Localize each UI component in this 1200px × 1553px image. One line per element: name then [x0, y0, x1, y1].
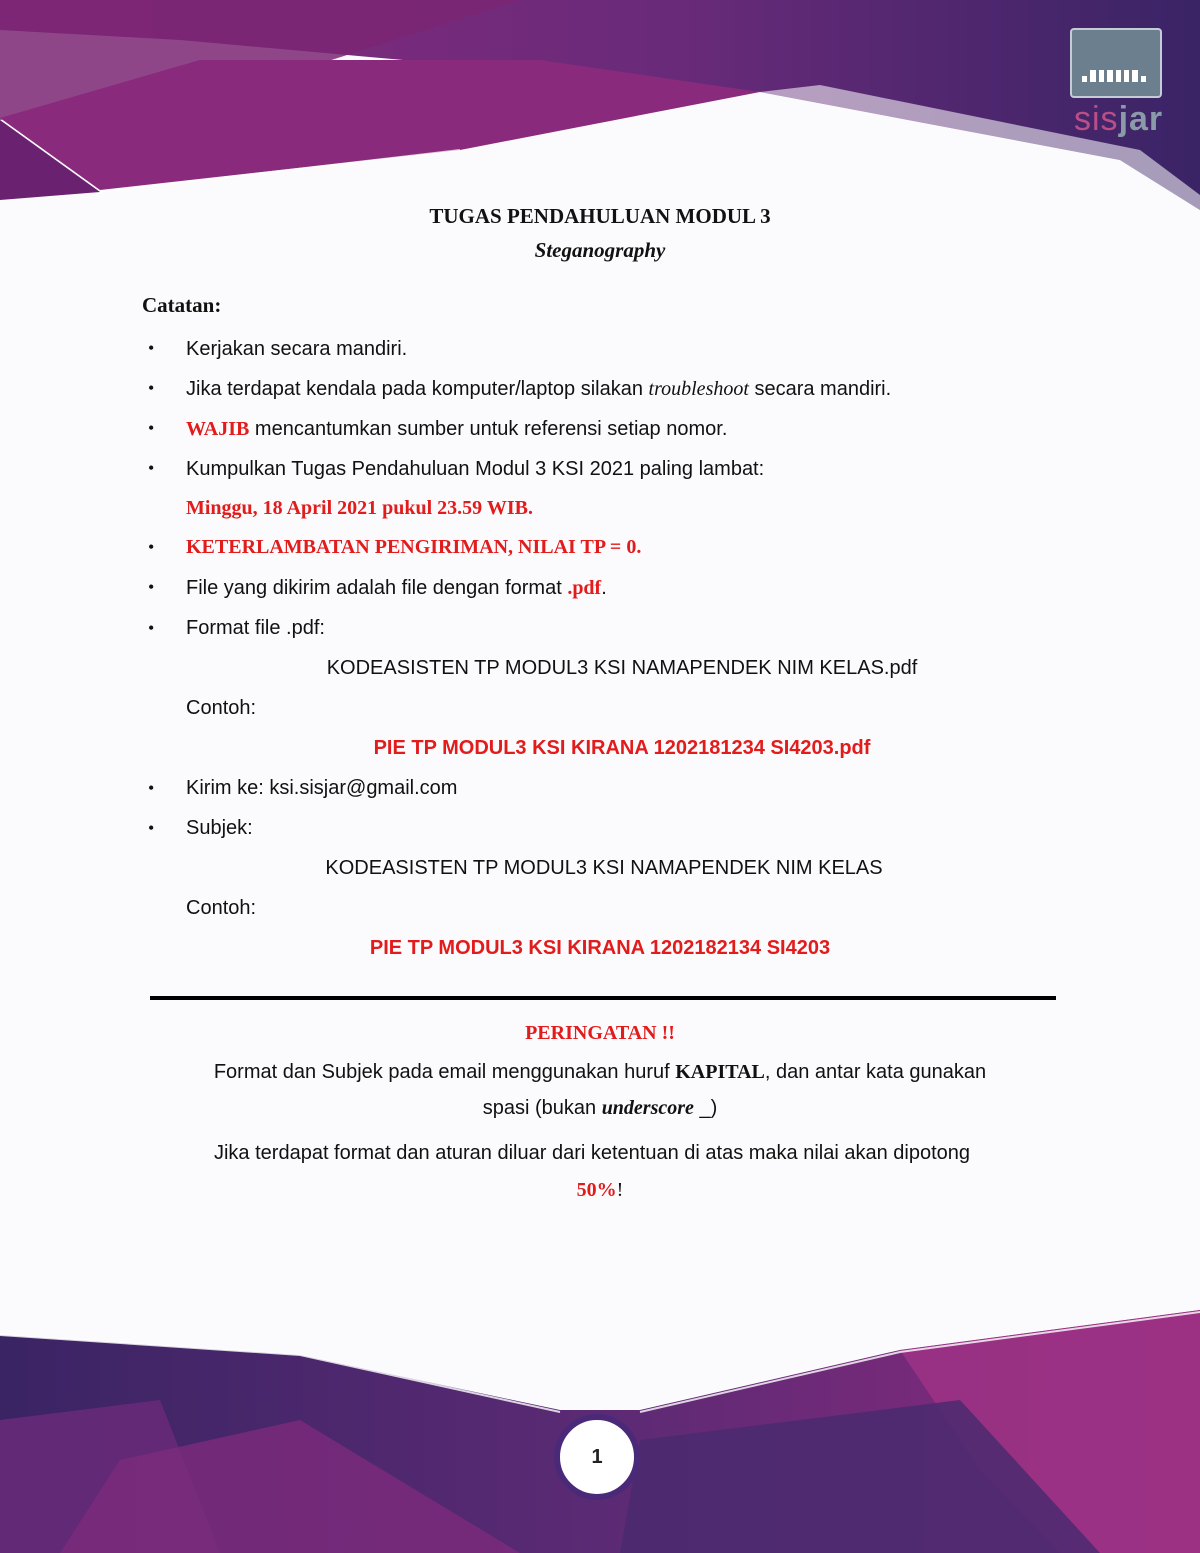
warning-percent: 50%!: [576, 1179, 624, 1201]
example-label: Contoh:: [186, 897, 257, 919]
note-item-7: Format file .pdf:: [186, 617, 325, 639]
warning-line-2: spasi (bukan underscore _): [482, 1097, 718, 1119]
warning-heading: PERINGATAN !!: [525, 1022, 675, 1044]
file-example-text: PIE TP MODUL3 KSI KIRANA 1202181234 SI4203.pdf: [373, 737, 871, 759]
note-item-2: Jika terdapat kendala pada komputer/laptop silakan troubleshoot secara mandiri.: [186, 378, 892, 400]
bullet-icon: •: [148, 537, 155, 557]
bullet-icon: •: [148, 778, 155, 798]
bullet-icon: •: [148, 418, 155, 438]
note-item-1: Kerjakan secara mandiri.: [186, 338, 408, 360]
bullet-icon: •: [148, 618, 155, 638]
note-item-8: Kirim ke: ksi.sisjar@gmail.com: [186, 777, 458, 799]
page-subtitle: Steganography: [534, 238, 666, 262]
bullet-icon: •: [148, 458, 155, 478]
note-item-3: WAJIB mencantumkan sumber untuk referensi setiap nomor.: [186, 418, 728, 440]
sisjar-logo: [1070, 28, 1162, 148]
deadline-text: Minggu, 18 April 2021 pukul 23.59 WIB.: [186, 497, 533, 519]
bullet-icon: •: [148, 577, 155, 597]
page-title: TUGAS PENDAHULUAN MODUL 3: [429, 204, 771, 228]
subject-format-text: KODEASISTEN TP MODUL3 KSI NAMAPENDEK NIM KELAS: [325, 857, 883, 879]
subject-example-text: PIE TP MODUL3 KSI KIRANA 1202182134 SI4203: [369, 937, 831, 959]
divider: [150, 996, 1056, 1000]
late-penalty-text: KETERLAMBATAN PENGIRIMAN, NILAI TP = 0.: [186, 536, 642, 558]
warning-line-1: Format dan Subjek pada email menggunakan huruf KAPITAL, dan antar kata gunakan: [213, 1061, 987, 1083]
bullet-icon: •: [148, 378, 155, 398]
notes-heading: Catatan:: [142, 293, 222, 317]
example-label: Contoh:: [186, 697, 257, 719]
bullet-icon: •: [148, 338, 155, 358]
note-item-4: Kumpulkan Tugas Pendahuluan Modul 3 KSI 2021 paling lambat:: [186, 458, 765, 480]
note-item-9: Subjek:: [186, 817, 253, 839]
page-number: 1: [554, 1414, 640, 1500]
note-item-6: File yang dikirim adalah file dengan format .pdf.: [186, 577, 607, 599]
logo-text: sisjar: [1074, 100, 1164, 138]
logo-bars-icon: [1082, 66, 1146, 82]
logo-box: [1070, 28, 1162, 98]
bullet-icon: •: [148, 818, 155, 838]
file-format-text: KODEASISTEN TP MODUL3 KSI NAMAPENDEK NIM KELAS.pdf: [326, 657, 918, 679]
warning-line-3: Jika terdapat format dan aturan diluar dari ketentuan di atas maka nilai akan dipotong: [213, 1142, 971, 1164]
